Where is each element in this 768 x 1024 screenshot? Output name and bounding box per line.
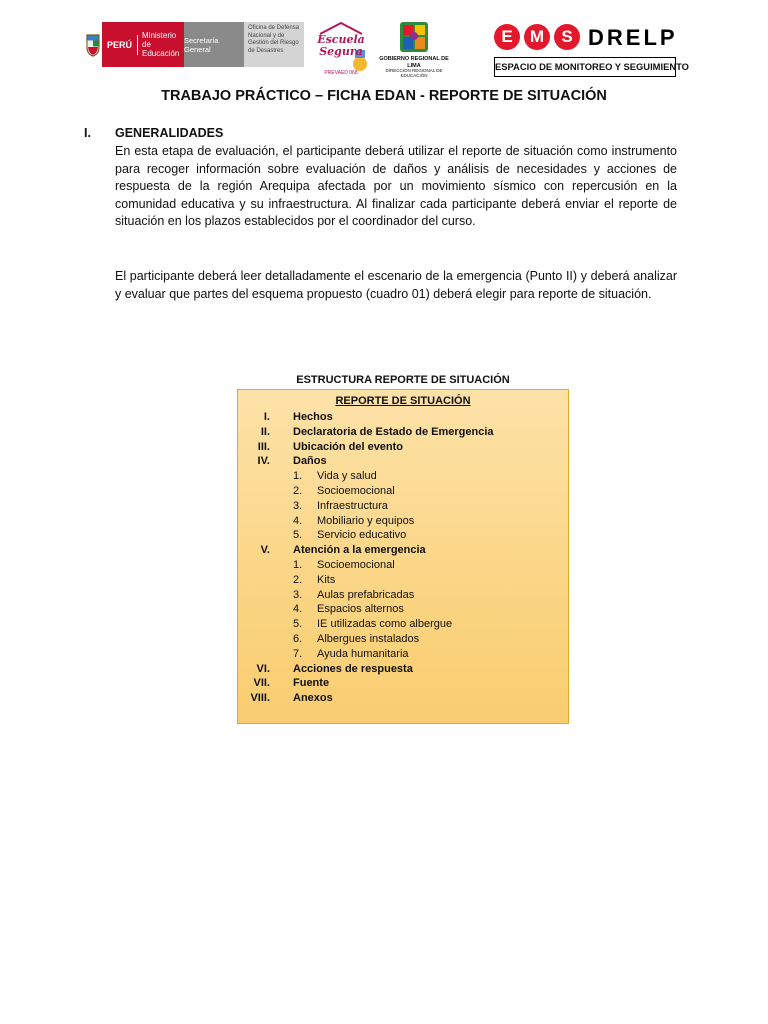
outline-subitem-label: Kits	[317, 573, 336, 586]
outline-subitem	[238, 602, 568, 617]
outline-item-label: Hechos	[293, 411, 333, 423]
outline-item	[238, 410, 568, 425]
secretaria-label: Secretaría General	[184, 22, 244, 67]
drelp-brand: DRELP	[588, 25, 678, 50]
ems-letter-m: M	[524, 24, 550, 50]
outline-item-label: Daños	[293, 455, 327, 468]
outline-subitem-number: 4.	[293, 603, 303, 616]
section-number: I.	[84, 126, 91, 140]
minedu-logo	[84, 22, 306, 67]
outline-item-number: V.	[260, 544, 270, 557]
outline-subitem	[238, 617, 568, 632]
paragraph-2: El participante deberá leer detalladamente el escenario de la emergencia (Punto II) y deberá analizar y evaluar que partes del esquema propuesto (cuadro 01) deberá elegir para reporte de situación.	[115, 269, 677, 301]
peru-shield-icon	[84, 22, 102, 67]
escuela-segura-logo	[312, 20, 370, 78]
gobierno-regional-logo	[376, 20, 452, 78]
outline-subitem	[238, 469, 568, 484]
outline-item-number: I.	[263, 411, 270, 423]
outline-subitem-number: 3.	[293, 499, 303, 512]
paragraph-1: En esta etapa de evaluación, el participante deberá utilizar el reporte de situación como instrumento para recoger información sobre evaluación de daños y análisis de necesidades y acciones de respuesta de la región Arequipa afectada por un movimiento sísmico con repercusión en la comunidad educativa y su infraestructura. Al finalizar cada participante deberá enviar el reporte de situación en los plazos establecidos por el coordinador del curso.	[115, 144, 677, 229]
outline-subitem-label: Vida y salud	[317, 470, 377, 483]
outline-subitem-number: 5.	[293, 529, 303, 542]
document-title: TRABAJO PRÁCTICO – FICHA EDAN - REPORTE DE SITUACIÓN	[161, 88, 607, 104]
peru-label: PERÚ	[102, 35, 138, 55]
outline-item-number: IV.	[257, 455, 270, 468]
regional-emblem-icon	[376, 20, 452, 56]
outline-subitem	[238, 632, 568, 647]
outline-item	[238, 454, 568, 469]
outline-subitem	[238, 588, 568, 603]
escuela-segura-name: Escuela Segura	[317, 33, 365, 58]
outline-subitem-label: Ayuda humanitaria	[317, 647, 409, 660]
outline-item-label: Declaratoria de Estado de Emergencia	[293, 425, 494, 438]
outline-item	[238, 691, 568, 706]
report-structure-list	[238, 410, 568, 706]
outline-item-number: II.	[260, 425, 270, 438]
outline-item	[238, 662, 568, 677]
outline-item-number: III.	[257, 440, 270, 453]
outline-subitem	[238, 647, 568, 662]
ems-letter-s: S	[554, 24, 580, 50]
oficina-label: Oficina de Defensa Nacional y de Gestión del Riesgo de Desastres	[244, 22, 304, 67]
outline-item-label: Ubicación del evento	[293, 440, 404, 453]
outline-item-label: Fuente	[293, 677, 330, 690]
gobierno-regional-name: GOBIERNO REGIONAL DE LIMA	[379, 56, 449, 69]
outline-item	[238, 543, 568, 558]
outline-subitem-label: Aulas prefabricadas	[317, 588, 415, 601]
outline-subitem-number: 2.	[293, 484, 303, 497]
outline-subitem-label: Espacios alternos	[317, 603, 404, 616]
outline-subitem	[238, 573, 568, 588]
structure-title: ESTRUCTURA REPORTE DE SITUACIÓN	[296, 374, 510, 386]
outline-subitem	[238, 484, 568, 499]
outline-subitem-number: 1.	[293, 470, 303, 483]
outline-item	[238, 425, 568, 440]
ministerio-label: Ministerio de Educación	[142, 31, 180, 58]
outline-item-label: Atención a la emergencia	[293, 544, 426, 557]
ems-band: ESPACIO DE MONITOREO Y SEGUIMIENTO	[494, 57, 676, 77]
report-structure-box	[237, 389, 569, 724]
outline-subitem-number: 7.	[293, 647, 303, 660]
escuela-segura-sub: PREVAED 068	[324, 70, 358, 76]
outline-subitem-label: Albergues instalados	[317, 632, 420, 645]
outline-item-label: Anexos	[293, 692, 333, 705]
outline-subitem-label: Socioemocional	[317, 558, 395, 571]
outline-subitem	[238, 528, 568, 543]
ems-letter-e: E	[494, 24, 520, 50]
report-structure-heading: REPORTE DE SITUACIÓN	[335, 395, 471, 407]
outline-subitem	[238, 514, 568, 529]
outline-subitem	[238, 499, 568, 514]
outline-item-number: VIII.	[250, 692, 270, 705]
outline-item-number: VII.	[253, 677, 270, 690]
outline-subitem-label: IE utilizadas como albergue	[317, 618, 453, 631]
gobierno-regional-sub: DIRECCIÓN REGIONAL DE EDUCACIÓN	[385, 68, 443, 78]
ems-drelp-logo	[494, 24, 689, 78]
outline-subitem-label: Socioemocional	[317, 484, 395, 497]
outline-subitem-number: 5.	[293, 618, 303, 631]
outline-item	[238, 440, 568, 455]
outline-subitem-number: 6.	[293, 632, 303, 645]
outline-subitem-number: 3.	[293, 588, 303, 601]
section-title: GENERALIDADES	[115, 126, 224, 140]
outline-subitem-label: Infraestructura	[317, 499, 388, 512]
outline-subitem-label: Servicio educativo	[317, 529, 407, 542]
outline-subitem-label: Mobiliario y equipos	[317, 514, 415, 527]
outline-item-number: VI.	[256, 662, 270, 675]
outline-item	[238, 676, 568, 691]
outline-subitem-number: 2.	[293, 573, 303, 586]
outline-subitem-number: 1.	[293, 558, 303, 571]
outline-item-label: Acciones de respuesta	[293, 662, 413, 675]
outline-subitem	[238, 558, 568, 573]
outline-subitem-number: 4.	[293, 514, 303, 527]
